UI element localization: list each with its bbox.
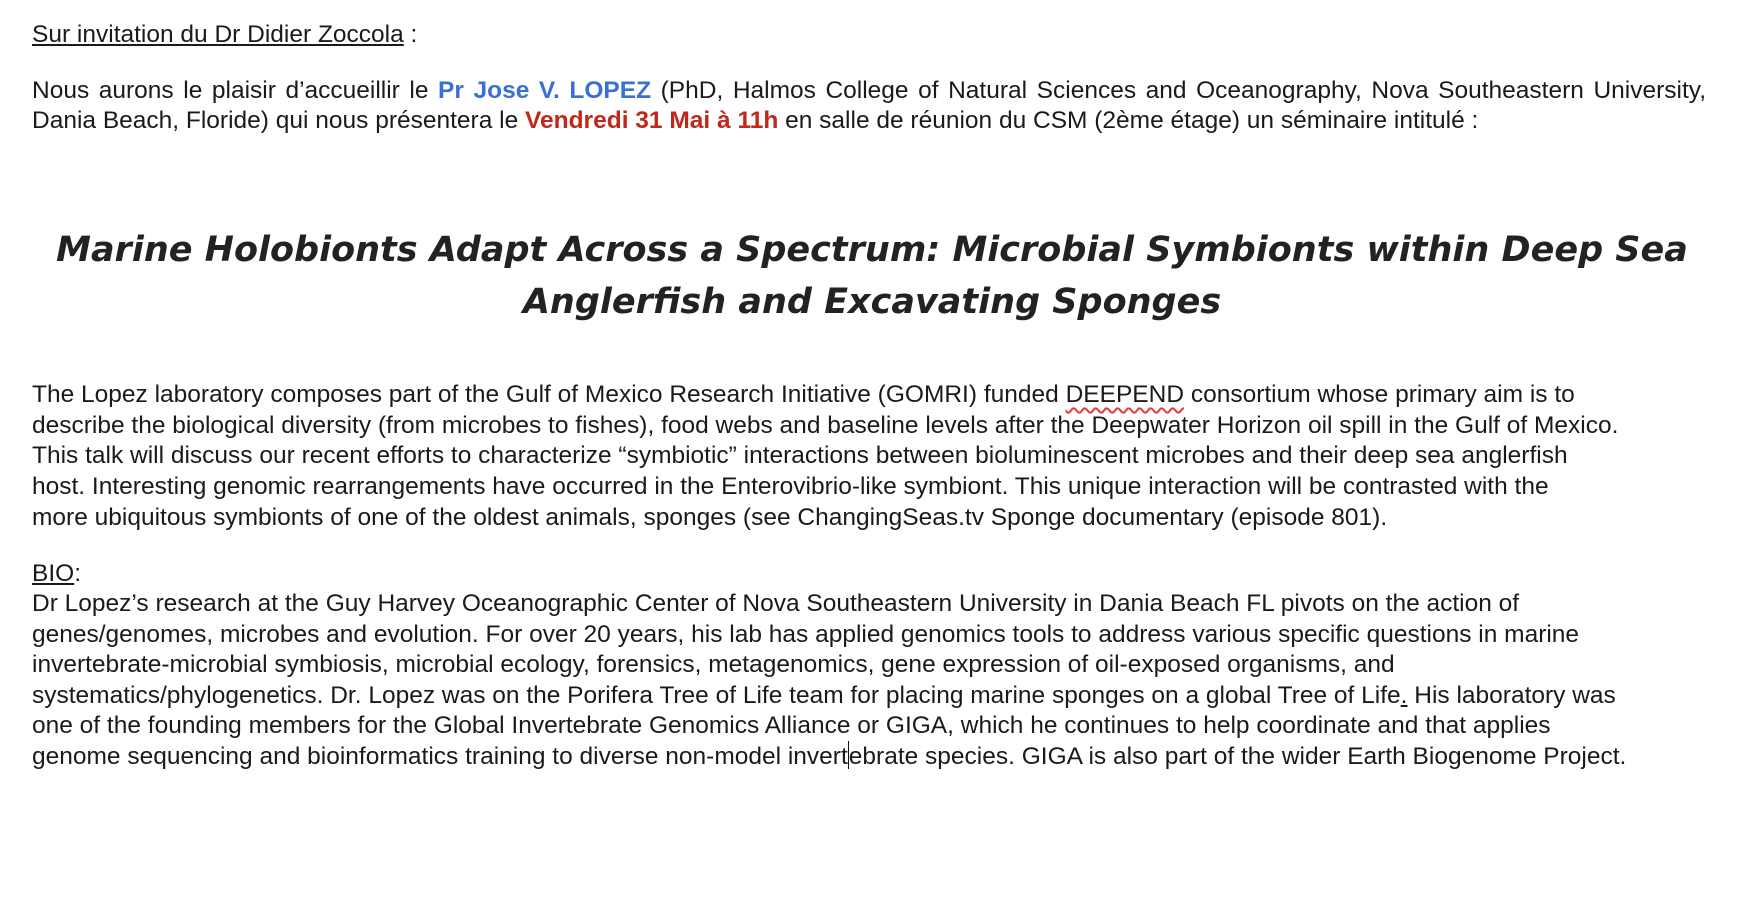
intro-text: Nous aurons le plaisir d’accueillir le — [32, 77, 439, 104]
bio-line-6[interactable] — [32, 740, 1626, 774]
bio-line-2: genes/genomes, microbes and evolution. For over 20 years, his lab has applied genomics tools to address various specific questions in marine — [32, 621, 1580, 648]
intro-line-1 — [32, 74, 1706, 108]
abstract-line-4: host. Interesting genomic rearrangements have occurred in the Enterovibrio-like symbiont. This unique interaction will be contrasted with the — [32, 473, 1549, 500]
seminar-title-line-1: Marine Holobionts Adapt Across a Spectrum: Microbial Symbionts within Deep Sea — [56, 230, 1688, 270]
seminar-title-line-2: Anglerfish and Excavating Sponges — [522, 282, 1222, 322]
bio-line-1: Dr Lopez’s research at the Guy Harvey Oceanographic Center of Nova Southeastern University in Dania Beach FL pivots on the action of — [32, 590, 1520, 617]
bio-text: His laboratory was — [1407, 682, 1616, 709]
bio-underlined-period: . — [1400, 682, 1408, 709]
invitation-line — [32, 18, 417, 52]
abstract-text: The Lopez laboratory composes part of the Gulf of Mexico Research Initiative (GOMRI) funded — [32, 381, 1066, 408]
bio-text: genome sequencing and bioinformatics training to diverse non-model invert — [32, 743, 848, 770]
abstract-line-1 — [32, 378, 1575, 412]
bio-heading — [32, 557, 81, 591]
seminar-date: Vendredi 31 Mai à 11h — [525, 107, 779, 134]
abstract-line-3: This talk will discuss our recent efforts to characterize “symbiotic” interactions between bioluminescent microbes and their deep sea anglerfish — [32, 442, 1568, 469]
bio-colon: : — [74, 560, 82, 587]
invitation-label: Sur invitation du Dr Didier Zoccola — [32, 21, 404, 48]
abstract-line-5: more ubiquitous symbionts of one of the oldest animals, sponges (see ChangingSeas.tv Sponge documentary (episode 801). — [32, 504, 1388, 531]
abstract-line-2: describe the biological diversity (from microbes to fishes), food webs and baseline levels after the Deepwater Horizon oil spill in the Gulf of Mexico. — [32, 412, 1619, 439]
invitation-colon: : — [403, 21, 418, 48]
intro-line-2 — [32, 104, 1478, 138]
intro-text: Dania Beach, Floride) qui nous présentera le — [32, 107, 526, 134]
bio-line-3: invertebrate-microbial symbiosis, microbial ecology, forensics, metagenomics, gene expression of oil-exposed organisms, and — [32, 651, 1395, 678]
intro-text: en salle de réunion du CSM (2ème étage) un séminaire intitulé : — [778, 107, 1479, 134]
bio-line-4 — [32, 679, 1616, 713]
bio-text: systematics/phylogenetics. Dr. Lopez was on the Porifera Tree of Life team for placing marine sponges on a global Tree of Life — [32, 682, 1401, 709]
spellcheck-flagged-word[interactable]: DEEPEND — [1065, 381, 1185, 408]
speaker-name: Pr Jose V. LOPEZ — [438, 77, 652, 104]
bio-line-5: one of the founding members for the Global Invertebrate Genomics Alliance or GIGA, which he continues to help coordinate and that applies — [32, 712, 1551, 739]
bio-label: BIO — [32, 560, 75, 587]
abstract-text: consortium whose primary aim is to — [1184, 381, 1575, 408]
intro-text: (PhD, Halmos College of Natural Sciences and Oceanography, Nova Southeastern University, — [651, 77, 1706, 104]
bio-text: ebrate species. GIGA is also part of the wider Earth Biogenome Project. — [848, 743, 1627, 770]
